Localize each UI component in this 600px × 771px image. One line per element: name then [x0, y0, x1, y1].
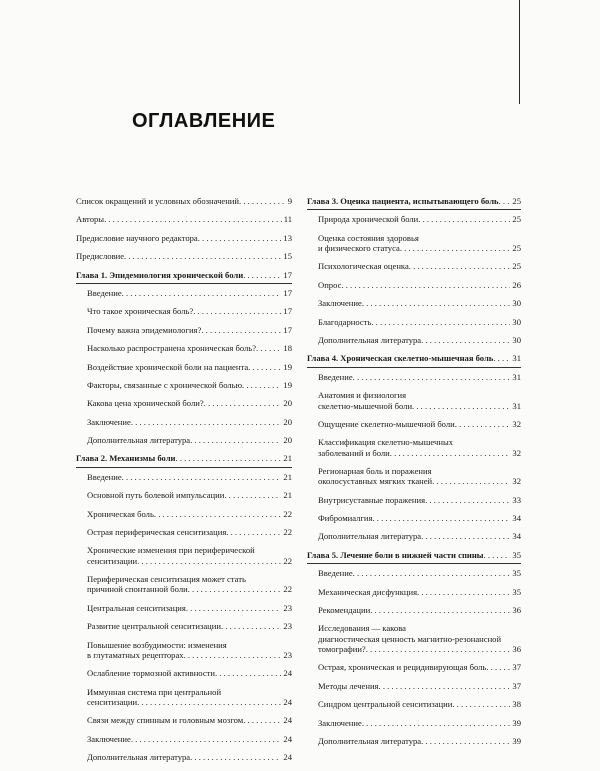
- toc-entry-page: 9: [287, 196, 292, 206]
- toc-entry[interactable]: [307, 466, 521, 487]
- toc-entry[interactable]: [307, 568, 521, 578]
- toc-entry-title: Предисловие научного редактора . . .: [76, 233, 281, 243]
- toc-entry-title: Авторы . . .: [76, 214, 282, 224]
- toc-entry[interactable]: [76, 325, 292, 335]
- toc-entry-page: 37: [512, 662, 521, 673]
- toc-entry[interactable]: [307, 298, 521, 308]
- toc-entry-title: Дополнительная литература . . .: [318, 736, 510, 746]
- toc-entry-page: 23: [283, 649, 292, 660]
- toc-entry-title: Развитие центральной сенситизации . . .: [87, 621, 281, 631]
- toc-entry-title: Глава 1. Эпидемиология хронической боли . . .: [76, 270, 281, 280]
- toc-entry-title: Заключение . . .: [87, 417, 281, 427]
- toc-entry-title: Острая периферическая сенситизация . . .: [87, 527, 281, 537]
- toc-entry-title: Механическая дисфункция . . .: [318, 587, 510, 597]
- toc-entry-page: 36: [512, 605, 521, 615]
- toc-entry-page: 22: [283, 584, 292, 595]
- toc-entry-title: Опрос . . .: [318, 280, 510, 290]
- toc-entry[interactable]: [307, 261, 521, 271]
- toc-entry-page: 20: [283, 416, 292, 427]
- toc-entry[interactable]: [76, 687, 292, 708]
- toc-chapter-entry[interactable]: [307, 550, 521, 560]
- toc-entry[interactable]: [76, 509, 292, 519]
- chapter-underline: [307, 367, 521, 368]
- toc-entry-page: 34: [512, 531, 521, 542]
- toc-entry[interactable]: [76, 574, 292, 595]
- toc-entry-title: Глава 2. Механизмы боли . . .: [76, 453, 281, 463]
- toc-entry-title: Предисловие . . .: [76, 251, 281, 261]
- toc-entry[interactable]: [307, 317, 521, 327]
- chapter-underline: [307, 209, 521, 210]
- toc-entry[interactable]: [307, 623, 521, 654]
- toc-entry-title: Хронические изменения при периферической сенситизации . . .: [87, 545, 281, 566]
- toc-left-column: [76, 196, 292, 771]
- toc-entry-page: 24: [283, 715, 292, 726]
- toc-entry[interactable]: [307, 495, 521, 505]
- toc-entry[interactable]: [76, 214, 292, 224]
- toc-entry-title: Методы лечения . . .: [318, 681, 510, 691]
- toc-entry-title: Природа хронической боли . . .: [318, 214, 510, 224]
- toc-entry-page: 24: [283, 696, 292, 707]
- toc-entry-title: Дополнительная литература . . .: [318, 335, 510, 345]
- toc-entry-title: Повышение возбудимости: изменения в глутаматных рецепторах . . .: [87, 640, 281, 661]
- toc-entry-page: 36: [512, 643, 521, 654]
- toc-entry[interactable]: [76, 527, 292, 537]
- toc-entry-title: Дополнительная литература . . .: [87, 752, 281, 762]
- toc-entry[interactable]: [307, 605, 521, 615]
- toc-entry-page: 23: [283, 621, 292, 632]
- toc-entry-page: 22: [283, 527, 292, 538]
- toc-entry[interactable]: [307, 587, 521, 597]
- toc-entry[interactable]: [76, 472, 292, 482]
- toc-entry-page: 24: [283, 668, 292, 679]
- toc-entry[interactable]: [76, 343, 292, 353]
- header-rule: [519, 0, 520, 104]
- toc-entry[interactable]: [76, 398, 292, 408]
- toc-entry[interactable]: [76, 640, 292, 661]
- toc-entry-page: 25: [512, 214, 521, 225]
- toc-entry-page: 31: [512, 400, 521, 411]
- toc-entry[interactable]: [307, 419, 521, 429]
- toc-entry-page: 33: [512, 494, 521, 505]
- toc-entry-title: Глава 5. Лечение боли в нижней части спины . . .: [307, 550, 510, 560]
- toc-entry[interactable]: [307, 390, 521, 411]
- toc-entry-page: 32: [512, 476, 521, 487]
- toc-entry-title: Ослабление тормозной активности . . .: [87, 668, 281, 678]
- toc-entry-page: 32: [512, 447, 521, 458]
- toc-entry[interactable]: [307, 513, 521, 523]
- toc-entry-page: 18: [283, 343, 292, 354]
- toc-entry-title: Дополнительная литература . . .: [318, 531, 510, 541]
- toc-entry[interactable]: [307, 699, 521, 709]
- toc-entry[interactable]: [307, 662, 521, 672]
- toc-entry-title: Введение . . .: [87, 472, 281, 482]
- toc-entry-title: Связи между спинным и головным мозгом . . .: [87, 715, 281, 725]
- toc-entry-title: Хроническая боль . . .: [87, 509, 281, 519]
- toc-entry-title: Регионарная боль и поражения околосуставных мягких тканей . . .: [318, 466, 510, 487]
- toc-entry-page: 21: [283, 490, 292, 501]
- toc-entry-page: 39: [512, 735, 521, 746]
- toc-entry-page: 21: [283, 471, 292, 482]
- toc-entry-title: Дополнительная литература . . .: [87, 435, 281, 445]
- toc-entry-page: 17: [283, 287, 292, 298]
- toc-entry-page: 38: [512, 699, 521, 710]
- toc-entry[interactable]: [76, 603, 292, 613]
- toc-entry-title: Внутрисуставные поражения . . .: [318, 495, 510, 505]
- toc-entry-title: Что такое хроническая боль? . . .: [87, 306, 281, 316]
- toc-entry-title: Список окращений и условных обозначений . . .: [76, 196, 286, 206]
- toc-entry-title: Оценка состояния здоровья и физического статуса . . .: [318, 233, 510, 254]
- toc-entry-title: Заключение . . .: [318, 718, 510, 728]
- toc-entry[interactable]: [76, 435, 292, 445]
- toc-entry-page: 30: [512, 316, 521, 327]
- toc-entry-title: Заключение . . .: [318, 298, 510, 308]
- toc-entry-page: 31: [512, 371, 521, 382]
- toc-entry-title: Анатомия и физиология скелетно-мышечной боли . . .: [318, 390, 510, 411]
- toc-entry-title: Рекомендации . . .: [318, 605, 510, 615]
- toc-entry-title: Заключение . . .: [87, 734, 281, 744]
- chapter-underline: [76, 283, 292, 284]
- toc-entry-page: 22: [283, 508, 292, 519]
- toc-entry-title: Фибромиалгия . . .: [318, 513, 510, 523]
- toc-entry-page: 22: [283, 555, 292, 566]
- toc-entry-title: Основной путь болевой импульсации . . .: [87, 490, 281, 500]
- toc-entry-page: 21: [283, 453, 292, 464]
- toc-entry-title: Ощущение скелетно-мышечной боли . . .: [318, 419, 510, 429]
- toc-entry-title: Глава 4. Хроническая скелетно-мышечная боль . . .: [307, 353, 510, 363]
- toc-entry-title: Факторы, связанные с хронической болью . . .: [87, 380, 281, 390]
- toc-entry[interactable]: [76, 417, 292, 427]
- toc-entry-page: 23: [283, 602, 292, 613]
- toc-entry[interactable]: [307, 214, 521, 224]
- toc-entry-page: 19: [283, 379, 292, 390]
- toc-entry[interactable]: [76, 545, 292, 566]
- toc-entry-title: Воздействие хронической боли на пациента . . .: [87, 362, 281, 372]
- toc-entry-page: 13: [283, 232, 292, 243]
- toc-chapter-entry[interactable]: [76, 270, 292, 280]
- toc-entry-page: 35: [512, 586, 521, 597]
- toc-entry-page: 25: [512, 196, 521, 206]
- toc-entry-page: 30: [512, 298, 521, 309]
- toc-entry-title: Введение . . .: [318, 372, 510, 382]
- toc-entry-page: 11: [283, 214, 292, 225]
- toc-entry-page: 39: [512, 717, 521, 728]
- toc-entry-title: Почему важна эпидемиология? . . .: [87, 325, 281, 335]
- chapter-underline: [76, 467, 292, 468]
- toc-entry-page: 17: [283, 269, 292, 280]
- toc-entry[interactable]: [307, 681, 521, 691]
- toc-entry[interactable]: [307, 233, 521, 254]
- toc-entry[interactable]: [307, 280, 521, 290]
- toc-entry-page: 19: [283, 361, 292, 372]
- toc-entry-title: Какова цена хронической боли? . . .: [87, 398, 281, 408]
- toc-entry-title: Иммунная система при центральной сенситизации . . .: [87, 687, 281, 708]
- toc-entry-title: Классификация скелетно-мышечных заболеваний и боли . . .: [318, 437, 510, 458]
- toc-entry[interactable]: [307, 718, 521, 728]
- toc-entry-title: Психологическая оценка . . .: [318, 261, 510, 271]
- toc-entry[interactable]: [307, 437, 521, 458]
- toc-entry-page: 37: [512, 680, 521, 691]
- toc-entry[interactable]: [76, 233, 292, 243]
- page-title: ОГЛАВЛЕНИЕ: [132, 110, 276, 132]
- toc-entry-title: Глава 3. Оценка пациента, испытывающего боль . . .: [307, 196, 510, 206]
- toc-chapter-entry[interactable]: [307, 353, 521, 363]
- toc-entry[interactable]: [76, 752, 292, 762]
- toc-entry-page: 30: [512, 335, 521, 346]
- toc-entry-page: 32: [512, 418, 521, 429]
- toc-entry-title: Благодарность . . .: [318, 317, 510, 327]
- toc-entry[interactable]: [307, 531, 521, 541]
- toc-entry[interactable]: [76, 734, 292, 744]
- toc-entry-title: Периферическая сенситизация может стать причиной спонтанной боли . . .: [87, 574, 281, 595]
- toc-entry-title: Центральная сенситизация . . .: [87, 603, 281, 613]
- toc-entry[interactable]: [76, 668, 292, 678]
- toc-entry-page: 25: [512, 261, 521, 272]
- toc-entry-page: 35: [512, 568, 521, 579]
- toc-chapter-entry[interactable]: [76, 453, 292, 463]
- toc-entry-page: 24: [283, 733, 292, 744]
- toc-entry[interactable]: [76, 490, 292, 500]
- toc-entry-title: Исследования — какова диагностическая ценность магнитно-резонансной томографии? . . .: [318, 623, 510, 654]
- toc-entry-title: Введение . . .: [318, 568, 510, 578]
- toc-entry[interactable]: [76, 715, 292, 725]
- toc-entry[interactable]: [76, 621, 292, 631]
- toc-entry-page: 34: [512, 513, 521, 524]
- chapter-underline: [307, 563, 521, 564]
- toc-entry-page: 20: [283, 435, 292, 446]
- toc-entry[interactable]: [76, 362, 292, 372]
- toc-entry[interactable]: [76, 251, 292, 261]
- toc-entry[interactable]: [76, 288, 292, 298]
- toc-entry-page: 31: [512, 353, 521, 364]
- toc-entry-page: 35: [512, 549, 521, 560]
- toc-entry[interactable]: [307, 335, 521, 345]
- toc-entry-page: 15: [283, 251, 292, 262]
- toc-entry-title: Введение . . .: [87, 288, 281, 298]
- toc-entry[interactable]: [307, 736, 521, 746]
- toc-entry-page: 26: [512, 279, 521, 290]
- toc-entry-page: 17: [283, 306, 292, 317]
- toc-right-column: [307, 196, 521, 754]
- toc-entry[interactable]: [76, 380, 292, 390]
- toc-entry[interactable]: [76, 196, 292, 206]
- toc-chapter-entry[interactable]: [307, 196, 521, 206]
- toc-entry[interactable]: [307, 372, 521, 382]
- toc-entry-page: 20: [283, 398, 292, 409]
- toc-entry-page: 25: [512, 243, 521, 254]
- toc-entry-title: Острая, хроническая и рецидивирующая боль . . .: [318, 662, 510, 672]
- toc-entry-page: 17: [283, 324, 292, 335]
- toc-entry-title: Синдром центральной сенситизации . . .: [318, 699, 510, 709]
- toc-entry-page: 24: [283, 752, 292, 763]
- toc-entry[interactable]: [76, 306, 292, 316]
- toc-entry-title: Насколько распространена хроническая боль? . . .: [87, 343, 281, 353]
